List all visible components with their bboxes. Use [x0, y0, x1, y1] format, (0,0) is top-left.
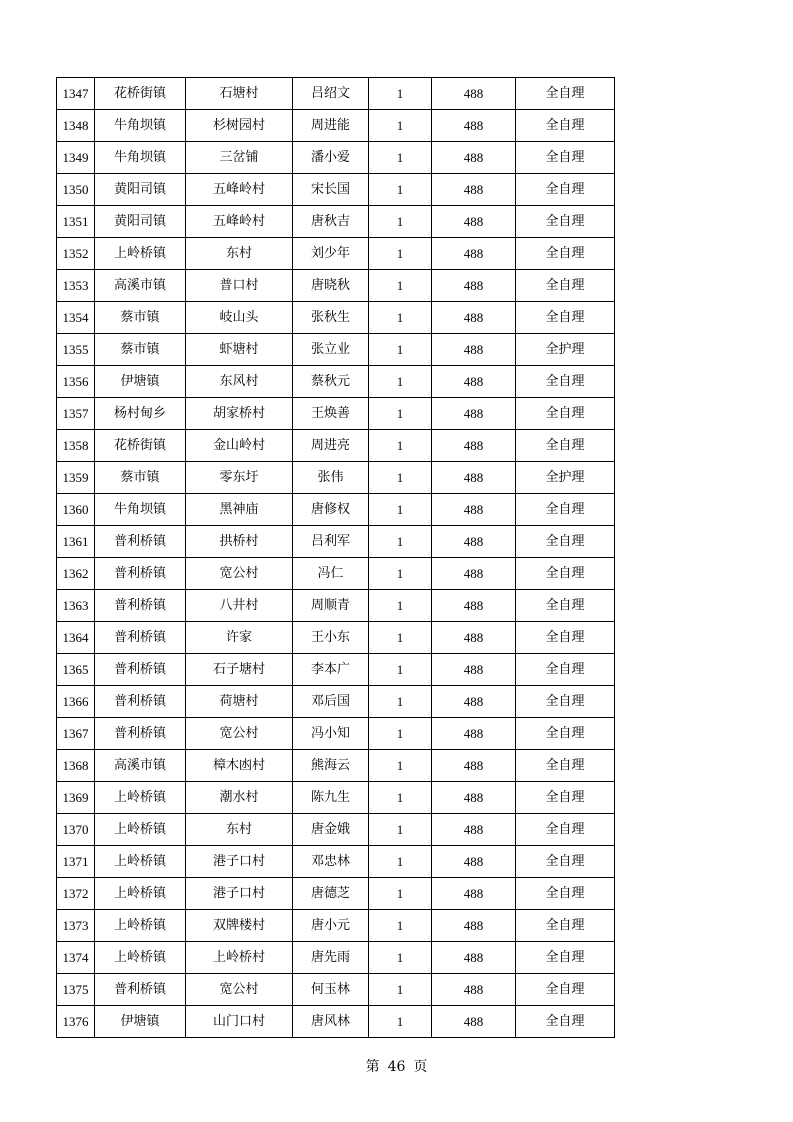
- cell-village: 东风村: [186, 366, 293, 398]
- cell-amount: 488: [432, 430, 516, 462]
- page-footer-prefix: 第: [365, 1059, 380, 1075]
- cell-care-type: 全自理: [516, 142, 615, 174]
- cell-amount: 488: [432, 782, 516, 814]
- table-row: [57, 366, 615, 398]
- cell-town: 牛角坝镇: [95, 142, 186, 174]
- cell-village: 樟木凼村: [186, 750, 293, 782]
- cell-amount: 488: [432, 814, 516, 846]
- table-row: [57, 110, 615, 142]
- cell-serial-number: 1355: [57, 334, 95, 366]
- cell-person-name: 唐小元: [293, 910, 369, 942]
- cell-person-name: 王小东: [293, 622, 369, 654]
- cell-amount: 488: [432, 270, 516, 302]
- cell-serial-number: 1368: [57, 750, 95, 782]
- cell-serial-number: 1376: [57, 1006, 95, 1038]
- cell-care-type: 全自理: [516, 814, 615, 846]
- cell-amount: 488: [432, 526, 516, 558]
- cell-amount: 488: [432, 686, 516, 718]
- cell-village: 港子口村: [186, 846, 293, 878]
- cell-town: 普利桥镇: [95, 974, 186, 1006]
- cell-count: 1: [369, 910, 432, 942]
- cell-town: 杨村甸乡: [95, 398, 186, 430]
- cell-person-name: 唐秋吉: [293, 206, 369, 238]
- table-row: [57, 430, 615, 462]
- table-row: [57, 78, 615, 110]
- cell-care-type: 全护理: [516, 462, 615, 494]
- table-row: [57, 398, 615, 430]
- cell-person-name: 熊海云: [293, 750, 369, 782]
- cell-count: 1: [369, 78, 432, 110]
- cell-count: 1: [369, 654, 432, 686]
- cell-care-type: 全自理: [516, 590, 615, 622]
- cell-person-name: 王焕善: [293, 398, 369, 430]
- table-row: [57, 846, 615, 878]
- cell-person-name: 张伟: [293, 462, 369, 494]
- cell-village: 黑神庙: [186, 494, 293, 526]
- cell-town: 上岭桥镇: [95, 910, 186, 942]
- cell-count: 1: [369, 110, 432, 142]
- cell-amount: 488: [432, 206, 516, 238]
- cell-village: 荷塘村: [186, 686, 293, 718]
- cell-count: 1: [369, 238, 432, 270]
- table-row: [57, 814, 615, 846]
- table-row: [57, 654, 615, 686]
- cell-serial-number: 1358: [57, 430, 95, 462]
- cell-town: 上岭桥镇: [95, 846, 186, 878]
- table-row: [57, 494, 615, 526]
- cell-serial-number: 1350: [57, 174, 95, 206]
- cell-amount: 488: [432, 174, 516, 206]
- cell-amount: 488: [432, 494, 516, 526]
- table-row: [57, 238, 615, 270]
- page-footer: [0, 1056, 793, 1076]
- cell-serial-number: 1366: [57, 686, 95, 718]
- cell-count: 1: [369, 878, 432, 910]
- cell-person-name: 周进能: [293, 110, 369, 142]
- table-row: [57, 334, 615, 366]
- cell-serial-number: 1354: [57, 302, 95, 334]
- table-row: [57, 302, 615, 334]
- cell-village: 宽公村: [186, 718, 293, 750]
- cell-village: 石塘村: [186, 78, 293, 110]
- cell-village: 宽公村: [186, 558, 293, 590]
- page-number: 46: [387, 1059, 406, 1075]
- cell-count: 1: [369, 750, 432, 782]
- cell-care-type: 全自理: [516, 494, 615, 526]
- cell-amount: 488: [432, 846, 516, 878]
- cell-count: 1: [369, 142, 432, 174]
- cell-town: 蔡市镇: [95, 462, 186, 494]
- cell-town: 普利桥镇: [95, 590, 186, 622]
- cell-village: 零东圩: [186, 462, 293, 494]
- cell-serial-number: 1347: [57, 78, 95, 110]
- cell-amount: 488: [432, 654, 516, 686]
- cell-count: 1: [369, 270, 432, 302]
- cell-count: 1: [369, 558, 432, 590]
- cell-person-name: 周进亮: [293, 430, 369, 462]
- table-row: [57, 942, 615, 974]
- cell-serial-number: 1361: [57, 526, 95, 558]
- cell-care-type: 全自理: [516, 622, 615, 654]
- cell-person-name: 张立业: [293, 334, 369, 366]
- table-row: [57, 974, 615, 1006]
- table-row: [57, 462, 615, 494]
- cell-town: 普利桥镇: [95, 654, 186, 686]
- table-row: [57, 590, 615, 622]
- cell-amount: 488: [432, 590, 516, 622]
- table-row: [57, 558, 615, 590]
- cell-care-type: 全自理: [516, 750, 615, 782]
- cell-count: 1: [369, 846, 432, 878]
- cell-care-type: 全自理: [516, 366, 615, 398]
- cell-serial-number: 1372: [57, 878, 95, 910]
- cell-count: 1: [369, 782, 432, 814]
- cell-person-name: 唐晓秋: [293, 270, 369, 302]
- cell-count: 1: [369, 1006, 432, 1038]
- cell-person-name: 唐先雨: [293, 942, 369, 974]
- cell-serial-number: 1348: [57, 110, 95, 142]
- beneficiary-table: [56, 77, 615, 1038]
- cell-person-name: 邓忠林: [293, 846, 369, 878]
- cell-person-name: 张秋生: [293, 302, 369, 334]
- cell-amount: 488: [432, 110, 516, 142]
- cell-care-type: 全自理: [516, 174, 615, 206]
- cell-town: 上岭桥镇: [95, 878, 186, 910]
- cell-count: 1: [369, 430, 432, 462]
- cell-town: 普利桥镇: [95, 686, 186, 718]
- cell-person-name: 吕绍文: [293, 78, 369, 110]
- cell-amount: 488: [432, 398, 516, 430]
- cell-count: 1: [369, 942, 432, 974]
- cell-care-type: 全自理: [516, 270, 615, 302]
- cell-serial-number: 1367: [57, 718, 95, 750]
- cell-amount: 488: [432, 942, 516, 974]
- cell-care-type: 全自理: [516, 718, 615, 750]
- cell-care-type: 全自理: [516, 782, 615, 814]
- cell-care-type: 全自理: [516, 526, 615, 558]
- cell-amount: 488: [432, 78, 516, 110]
- cell-town: 黄阳司镇: [95, 174, 186, 206]
- cell-person-name: 宋长国: [293, 174, 369, 206]
- cell-count: 1: [369, 718, 432, 750]
- cell-count: 1: [369, 814, 432, 846]
- table-row: [57, 718, 615, 750]
- table-row: [57, 750, 615, 782]
- cell-count: 1: [369, 494, 432, 526]
- cell-person-name: 冯仁: [293, 558, 369, 590]
- cell-village: 双牌楼村: [186, 910, 293, 942]
- cell-care-type: 全自理: [516, 238, 615, 270]
- cell-count: 1: [369, 334, 432, 366]
- cell-town: 蔡市镇: [95, 302, 186, 334]
- cell-town: 花桥街镇: [95, 430, 186, 462]
- cell-serial-number: 1357: [57, 398, 95, 430]
- cell-amount: 488: [432, 622, 516, 654]
- cell-town: 普利桥镇: [95, 558, 186, 590]
- table-row: [57, 174, 615, 206]
- cell-person-name: 唐风林: [293, 1006, 369, 1038]
- cell-amount: 488: [432, 462, 516, 494]
- cell-amount: 488: [432, 142, 516, 174]
- cell-count: 1: [369, 526, 432, 558]
- cell-town: 上岭桥镇: [95, 942, 186, 974]
- table-row: [57, 686, 615, 718]
- cell-amount: 488: [432, 334, 516, 366]
- cell-amount: 488: [432, 974, 516, 1006]
- cell-care-type: 全护理: [516, 334, 615, 366]
- cell-village: 五峰岭村: [186, 206, 293, 238]
- cell-count: 1: [369, 174, 432, 206]
- cell-village: 三岔铺: [186, 142, 293, 174]
- cell-person-name: 吕利军: [293, 526, 369, 558]
- cell-person-name: 陈九生: [293, 782, 369, 814]
- cell-village: 虾塘村: [186, 334, 293, 366]
- cell-village: 东村: [186, 814, 293, 846]
- cell-village: 岐山头: [186, 302, 293, 334]
- cell-village: 宽公村: [186, 974, 293, 1006]
- cell-care-type: 全自理: [516, 686, 615, 718]
- cell-person-name: 何玉林: [293, 974, 369, 1006]
- cell-care-type: 全自理: [516, 110, 615, 142]
- cell-town: 牛角坝镇: [95, 110, 186, 142]
- cell-town: 普利桥镇: [95, 526, 186, 558]
- cell-village: 八井村: [186, 590, 293, 622]
- cell-care-type: 全自理: [516, 910, 615, 942]
- cell-person-name: 冯小知: [293, 718, 369, 750]
- cell-care-type: 全自理: [516, 430, 615, 462]
- cell-town: 蔡市镇: [95, 334, 186, 366]
- cell-person-name: 邓后国: [293, 686, 369, 718]
- table-row: [57, 526, 615, 558]
- cell-village: 普口村: [186, 270, 293, 302]
- cell-serial-number: 1369: [57, 782, 95, 814]
- cell-village: 许家: [186, 622, 293, 654]
- cell-town: 上岭桥镇: [95, 782, 186, 814]
- cell-care-type: 全自理: [516, 206, 615, 238]
- cell-serial-number: 1353: [57, 270, 95, 302]
- cell-person-name: 唐修权: [293, 494, 369, 526]
- cell-person-name: 潘小爱: [293, 142, 369, 174]
- cell-serial-number: 1356: [57, 366, 95, 398]
- cell-serial-number: 1351: [57, 206, 95, 238]
- table-row: [57, 206, 615, 238]
- cell-care-type: 全自理: [516, 974, 615, 1006]
- cell-village: 港子口村: [186, 878, 293, 910]
- cell-town: 伊塘镇: [95, 1006, 186, 1038]
- cell-village: 金山岭村: [186, 430, 293, 462]
- cell-town: 高溪市镇: [95, 750, 186, 782]
- cell-village: 胡家桥村: [186, 398, 293, 430]
- cell-town: 牛角坝镇: [95, 494, 186, 526]
- cell-serial-number: 1363: [57, 590, 95, 622]
- cell-town: 上岭桥镇: [95, 238, 186, 270]
- cell-serial-number: 1362: [57, 558, 95, 590]
- cell-amount: 488: [432, 558, 516, 590]
- cell-amount: 488: [432, 910, 516, 942]
- cell-person-name: 蔡秋元: [293, 366, 369, 398]
- table-row: [57, 910, 615, 942]
- cell-village: 山门口村: [186, 1006, 293, 1038]
- table-row: [57, 1006, 615, 1038]
- cell-village: 拱桥村: [186, 526, 293, 558]
- cell-town: 普利桥镇: [95, 622, 186, 654]
- cell-count: 1: [369, 462, 432, 494]
- cell-serial-number: 1375: [57, 974, 95, 1006]
- table-body: [57, 78, 615, 1038]
- cell-serial-number: 1349: [57, 142, 95, 174]
- cell-count: 1: [369, 398, 432, 430]
- cell-count: 1: [369, 590, 432, 622]
- cell-amount: 488: [432, 302, 516, 334]
- cell-count: 1: [369, 366, 432, 398]
- cell-person-name: 刘少年: [293, 238, 369, 270]
- cell-care-type: 全自理: [516, 398, 615, 430]
- cell-village: 上岭桥村: [186, 942, 293, 974]
- cell-village: 潮水村: [186, 782, 293, 814]
- cell-care-type: 全自理: [516, 942, 615, 974]
- cell-amount: 488: [432, 366, 516, 398]
- cell-town: 上岭桥镇: [95, 814, 186, 846]
- cell-serial-number: 1352: [57, 238, 95, 270]
- cell-care-type: 全自理: [516, 654, 615, 686]
- cell-serial-number: 1373: [57, 910, 95, 942]
- cell-serial-number: 1365: [57, 654, 95, 686]
- cell-village: 杉树园村: [186, 110, 293, 142]
- cell-town: 伊塘镇: [95, 366, 186, 398]
- table-row: [57, 270, 615, 302]
- cell-town: 高溪市镇: [95, 270, 186, 302]
- cell-care-type: 全自理: [516, 1006, 615, 1038]
- cell-serial-number: 1364: [57, 622, 95, 654]
- cell-serial-number: 1359: [57, 462, 95, 494]
- page-footer-suffix: 页: [413, 1059, 428, 1075]
- cell-serial-number: 1371: [57, 846, 95, 878]
- cell-amount: 488: [432, 238, 516, 270]
- cell-person-name: 唐金娥: [293, 814, 369, 846]
- cell-amount: 488: [432, 718, 516, 750]
- cell-town: 花桥街镇: [95, 78, 186, 110]
- cell-count: 1: [369, 974, 432, 1006]
- cell-town: 普利桥镇: [95, 718, 186, 750]
- cell-care-type: 全自理: [516, 878, 615, 910]
- cell-person-name: 唐德芝: [293, 878, 369, 910]
- table-row: [57, 142, 615, 174]
- cell-count: 1: [369, 686, 432, 718]
- cell-care-type: 全自理: [516, 558, 615, 590]
- cell-count: 1: [369, 206, 432, 238]
- cell-town: 黄阳司镇: [95, 206, 186, 238]
- cell-village: 五峰岭村: [186, 174, 293, 206]
- cell-amount: 488: [432, 750, 516, 782]
- cell-village: 东村: [186, 238, 293, 270]
- cell-care-type: 全自理: [516, 78, 615, 110]
- cell-village: 石子塘村: [186, 654, 293, 686]
- cell-care-type: 全自理: [516, 846, 615, 878]
- cell-serial-number: 1370: [57, 814, 95, 846]
- cell-person-name: 周顺青: [293, 590, 369, 622]
- table-row: [57, 878, 615, 910]
- cell-amount: 488: [432, 878, 516, 910]
- cell-count: 1: [369, 622, 432, 654]
- cell-count: 1: [369, 302, 432, 334]
- cell-care-type: 全自理: [516, 302, 615, 334]
- cell-person-name: 李本广: [293, 654, 369, 686]
- table-row: [57, 622, 615, 654]
- cell-serial-number: 1374: [57, 942, 95, 974]
- table-row: [57, 782, 615, 814]
- cell-serial-number: 1360: [57, 494, 95, 526]
- cell-amount: 488: [432, 1006, 516, 1038]
